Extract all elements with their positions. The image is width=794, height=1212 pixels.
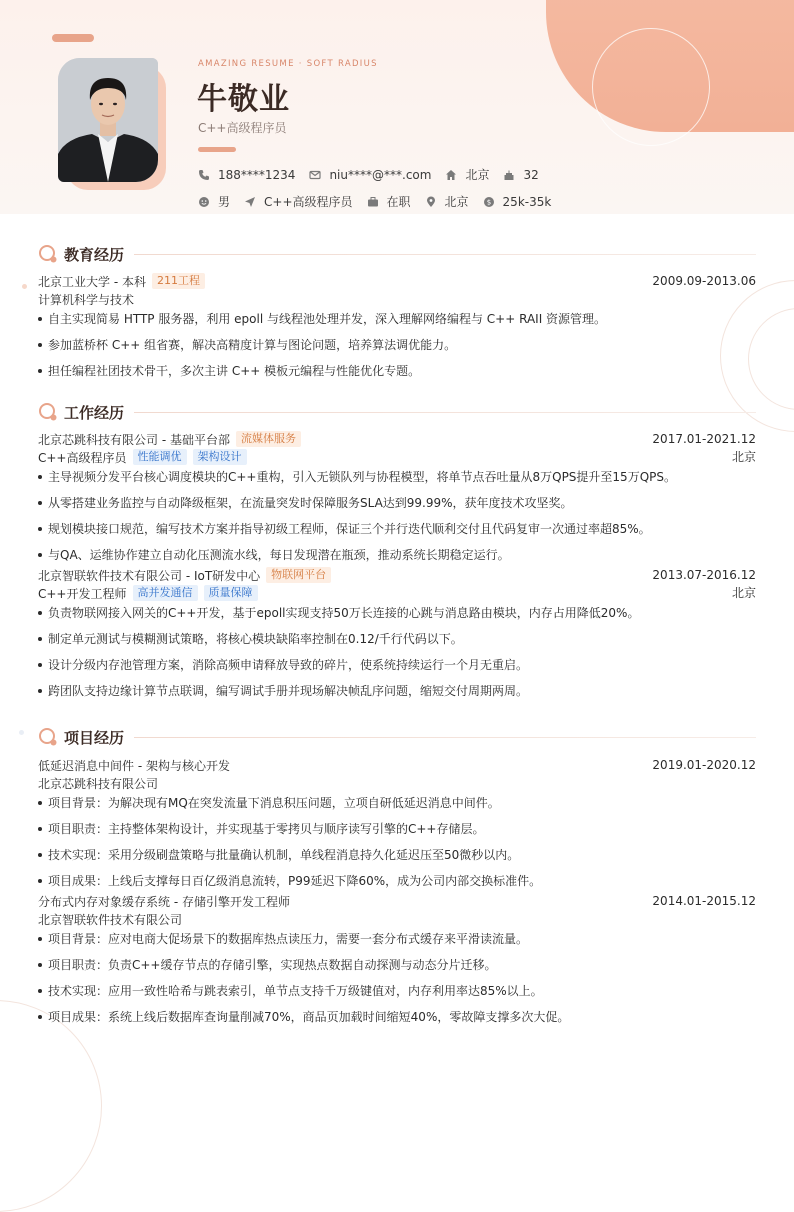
- company-name: 北京智联软件技术有限公司 - IoT研发中心: [38, 568, 261, 583]
- profile-info-row: [198, 193, 565, 210]
- job-role-row: [38, 448, 756, 466]
- list-item: 从零搭建业务监控与自动降级框架，在流量突发时保障服务SLA达到99.99%，获年度技术攻坚奖。: [38, 494, 756, 512]
- svg-text:$: $: [486, 198, 491, 207]
- list-item: 项目职责：负责C++缓存节点的存储引擎，实现热点数据自动探测与动态分片迁移。: [38, 956, 756, 974]
- school-tag: 211工程: [152, 273, 205, 289]
- phone-text: 188****1234: [218, 167, 296, 182]
- city-item: [445, 166, 489, 183]
- skill-tag: 架构设计: [193, 449, 247, 465]
- list-item: 技术实现：采用分级刷盘策略与批量确认机制，单线程消息持久化延迟压至50微秒以内。: [38, 846, 756, 864]
- resume-tagline: AMAZING RESUME · SOFT RADIUS: [198, 59, 378, 69]
- list-item: 设计分级内存池管理方案，消除高频申请释放导致的碎片，使系统持续运行一个月无重启。: [38, 656, 756, 674]
- contact-info-row: [198, 166, 553, 183]
- work-header: [38, 401, 756, 423]
- mail-icon: [309, 169, 321, 181]
- search-icon: [38, 727, 58, 747]
- list-item: 项目成果：系统上线后数据库查询量削减70%，商品页加载时间缩短40%，零故障支撑多次大促。: [38, 1008, 756, 1026]
- title-accent-bar: [198, 147, 236, 152]
- candidate-name: 牛敬业: [197, 82, 290, 117]
- project-company-row: [38, 910, 756, 928]
- list-item: 项目背景：为解决现有MQ在突发流量下消息积压问题，立项自研低延迟消息中间件。: [38, 794, 756, 812]
- project-company-row: [38, 774, 756, 792]
- work-section: [38, 401, 756, 700]
- age-item: [503, 168, 538, 182]
- company-tag: 物联网平台: [266, 567, 331, 583]
- job-role: C++开发工程师: [38, 586, 127, 601]
- list-item: 技术实现：应用一致性哈希与跳表索引，单节点支持千万级键值对，内存利用率达85%以上。: [38, 982, 756, 1000]
- decoration-dot: [19, 730, 24, 735]
- job-location: 北京: [731, 586, 756, 600]
- education-bullets: [38, 310, 756, 380]
- briefcase-icon: [367, 196, 379, 208]
- job-bullets: [38, 468, 756, 564]
- project-name: 低延迟消息中间件 - 架构与核心开发: [38, 758, 230, 773]
- education-major-row: [38, 290, 756, 308]
- education-header: [38, 243, 756, 265]
- project-company: 北京芯跳科技有限公司: [38, 776, 159, 791]
- list-item: 项目背景：应对电商大促场景下的数据库热点读压力，需要一套分布式缓存来平滑读流量。: [38, 930, 756, 948]
- education-date: 2009.09-2013.06: [652, 274, 756, 288]
- project-company: 北京智联软件技术有限公司: [38, 912, 183, 927]
- target-role-item: [244, 193, 353, 210]
- skill-tag: 质量保障: [204, 585, 258, 601]
- job-date: 2013.07-2016.12: [652, 568, 756, 582]
- project-date: 2019.01-2020.12: [652, 758, 756, 772]
- section-divider: [134, 254, 756, 255]
- phone-icon: [198, 169, 210, 181]
- projects-section: [38, 726, 756, 1026]
- job-role: C++高级程序员: [38, 450, 127, 465]
- section-title: 项目经历: [64, 728, 125, 747]
- company-tag: 流媒体服务: [236, 431, 301, 447]
- list-item: 负责物联网接入网关的C++开发，基于epoll实现支持50万长连接的心跳与消息路由模块，内存占用降低20%。: [38, 604, 756, 622]
- skill-tag: 性能调优: [133, 449, 187, 465]
- project-name: 分布式内存对象缓存系统 - 存储引擎开发工程师: [38, 894, 290, 909]
- decoration-dot: [22, 284, 27, 289]
- gender-icon: [198, 196, 210, 208]
- job-role-row: [38, 584, 756, 602]
- job-bullets: [38, 604, 756, 700]
- city-text: 北京: [465, 168, 490, 182]
- job-company-row: [38, 430, 756, 448]
- project-bullets: [38, 930, 756, 1026]
- profile-photo: [58, 58, 158, 182]
- section-divider: [134, 737, 756, 738]
- list-item: 制定单元测试与模糊测试策略，将核心模块缺陷率控制在0.12/千行代码以下。: [38, 630, 756, 648]
- projects-header: [38, 726, 756, 748]
- email-text: niu****@***.com: [329, 167, 432, 182]
- section-title: 教育经历: [64, 245, 125, 264]
- major-text: 计算机科学与技术: [38, 292, 135, 307]
- job-company-row: [38, 566, 756, 584]
- list-item: 项目职责：主持整体架构设计，并实现基于零拷贝与顺序读写引擎的C++存储层。: [38, 820, 756, 838]
- location-pin-icon: [425, 196, 437, 208]
- skill-tag: 高并发通信: [133, 585, 198, 601]
- company-name: 北京芯跳科技有限公司 - 基础平台部: [38, 432, 230, 447]
- salary-text: 25k-35k: [502, 194, 552, 209]
- gender-item: [198, 193, 230, 210]
- age-text: 32: [523, 167, 539, 182]
- education-entry: [38, 272, 756, 290]
- project-bullets: [38, 794, 756, 890]
- section-title: 工作经历: [64, 403, 125, 422]
- search-icon: [38, 244, 58, 264]
- phone-item: [198, 168, 295, 182]
- decoration-circle: [0, 1000, 102, 1212]
- header-decoration-ring: [592, 28, 710, 146]
- list-item: 与QA、运维协作建立自动化压测流水线，每日发现潜在瓶颈，推动系统长期稳定运行。: [38, 546, 756, 564]
- search-icon: [38, 402, 58, 422]
- job-date: 2017.01-2021.12: [652, 432, 756, 446]
- project-name-row: [38, 756, 756, 774]
- send-icon: [244, 196, 256, 208]
- target-role-text: C++高级程序员: [264, 195, 353, 209]
- salary-icon: [483, 196, 495, 208]
- list-item: 项目成果：上线后支撑每日百亿级消息流转，P99延迟下降60%，成为公司内部交换标准件。: [38, 872, 756, 890]
- gender-text: 男: [218, 195, 231, 209]
- list-item: 担任编程社团技术骨干，多次主讲 C++ 模板元编程与性能优化专题。: [38, 362, 756, 380]
- location-text: 北京: [444, 195, 469, 209]
- project-date: 2014.01-2015.12: [652, 894, 756, 908]
- location-item: [425, 193, 469, 210]
- education-section: [38, 243, 756, 380]
- cake-icon: [503, 169, 515, 181]
- salary-item: [483, 195, 552, 209]
- header-accent-pill: [52, 34, 94, 42]
- section-divider: [134, 412, 756, 413]
- job-location: 北京: [731, 450, 756, 464]
- status-text: 在职: [386, 195, 411, 209]
- candidate-title: C++高级程序员: [198, 121, 287, 135]
- email-item: [309, 168, 431, 182]
- list-item: 自主实现简易 HTTP 服务器，利用 epoll 与线程池处理并发，深入理解网络编程与 C++ RAII 资源管理。: [38, 310, 756, 328]
- school-name: 北京工业大学 - 本科: [38, 274, 146, 289]
- list-item: 主导视频分发平台核心调度模块的C++重构，引入无锁队列与协程模型，将单节点吞吐量从8万QPS提升至15万QPS。: [38, 468, 756, 486]
- list-item: 参加蓝桥杯 C++ 组省赛，解决高精度计算与图论问题，培养算法调优能力。: [38, 336, 756, 354]
- project-name-row: [38, 892, 756, 910]
- list-item: 规划模块接口规范，编写技术方案并指导初级工程师，保证三个并行迭代顺利交付且代码复审一次通过率超85%。: [38, 520, 756, 538]
- status-item: [367, 193, 411, 210]
- list-item: 跨团队支持边缘计算节点联调，编写调试手册并现场解决帧乱序问题，缩短交付周期两周。: [38, 682, 756, 700]
- home-icon: [445, 169, 457, 181]
